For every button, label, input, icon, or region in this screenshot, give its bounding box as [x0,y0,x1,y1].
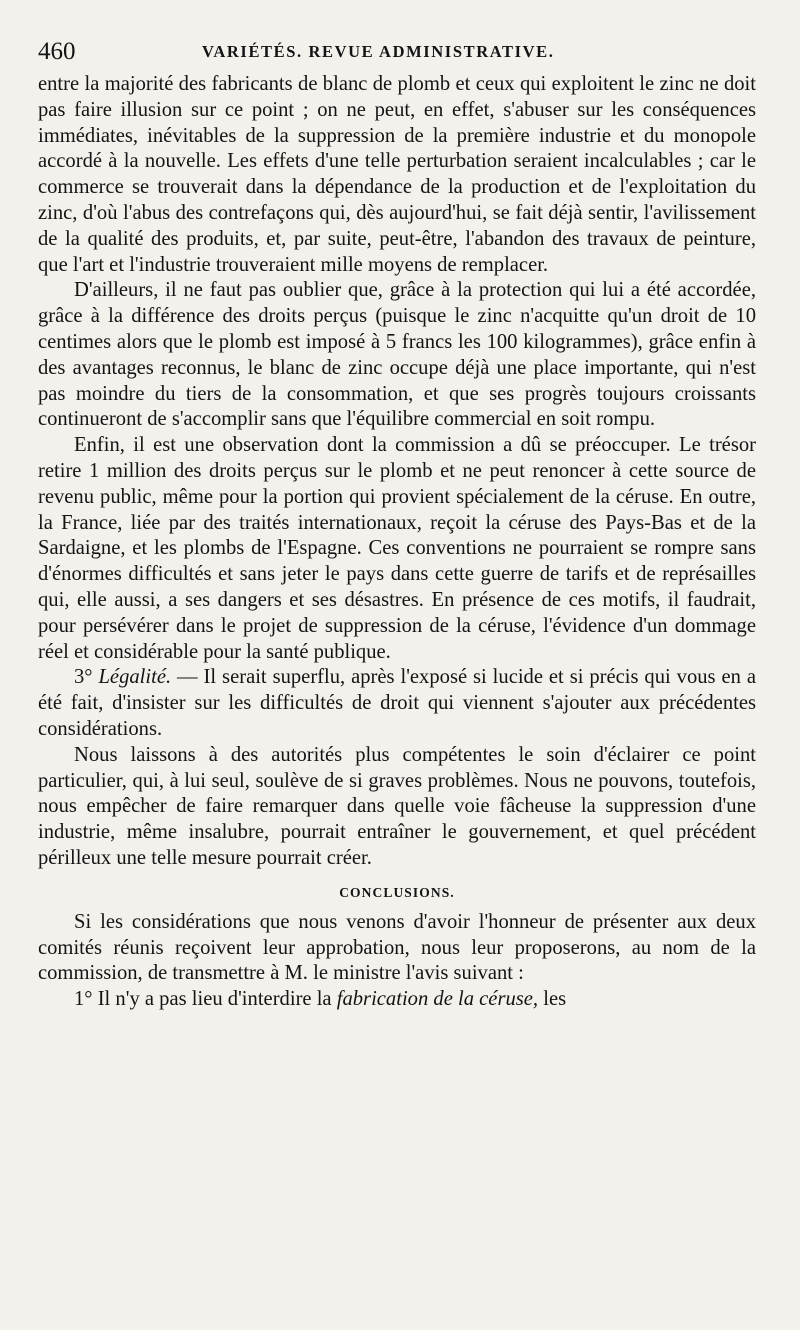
paragraph-protection: D'ailleurs, il ne faut pas oublier que, grâce à la protection qui lui a été accordée, grâce à la différence des droits perçus (puisque le zinc n'acquitte qu'un droit de 10 centimes alors que le plomb est imposé à 5 francs les 100 kilogrammes), grâce enfin à des avantages reconnus, le blanc de zinc occupe déjà une place importante, qui n'est pas moindre du tiers de la consommation, et que ses progrès toujours croissants continueront de s'accomplir sans que l'équilibre commercial en soit rompu. [38,279,756,431]
item-1-tail: les [543,988,567,1011]
body-text [38,72,756,1013]
paragraph-conclusion-item-1 [38,987,756,1013]
legality-lead: Légalité. [98,666,172,689]
paragraph-authorities: Nous laissons à des autorités plus compétentes le soin d'éclairer ce point particulier, qui, à lui seul, soulève de si graves problèmes. Nous ne pouvons, toutefois, nous empêcher de faire remarquer dans quelle voie fâcheuse la suppression d'une industrie, même insalubre, pourrait entraîner le gouvernement, et quel précédent périlleux une telle mesure pourrait créer. [38,743,756,869]
paragraph-legality [38,665,756,742]
item-1-number: 1° [74,988,93,1011]
item-1-emphasis: fabrication de la céruse, [336,988,539,1011]
paragraph-conclusions-intro: Si les considérations que nous venons d'avoir l'honneur de présenter aux deux comités réunis reçoivent leur approbation, nous leur proposerons, au nom de la commission, de transmettre à M. le ministre l'avis suivant : [38,910,756,985]
running-header [38,28,756,72]
conclusions-heading: CONCLUSIONS. [339,884,455,900]
legality-text: — Il serait superflu, après l'exposé si lucide et si précis qui vous en a été fait, d'insister sur les difficultés de droit qui viennent s'ajouter aux précédentes considérations. [38,666,756,740]
running-title: VARIÉTÉS. REVUE ADMINISTRATIVE. [202,42,555,61]
page-number: 460 [38,38,76,65]
legality-number: 3° [74,666,93,689]
item-1-text: Il n'y a pas lieu d'interdire la [97,988,332,1011]
paragraph-treasury: Enfin, il est une observation dont la commission a dû se préoccuper. Le trésor retire 1 million des droits perçus sur le plomb et ne peut renoncer à cette source de revenu public, même pour la portion qui provient spécialement de la céruse. En outre, la France, liée par des traités internationaux, reçoit la céruse des Pays-Bas et de la Sardaigne, et les plombs de l'Espagne. Ces conventions ne pourraient se rompre sans d'énormes difficultés et sans jeter le pays dans cette guerre de tarifs et de représailles qui, elle aussi, a ses dangers et ses désastres. En présence de ces motifs, il faudrait, pour persévérer dans le projet de suppression de la céruse, l'évidence d'un dommage réel et considérable pour la santé publique. [38,434,756,663]
paragraph-zinc-monopoly: entre la majorité des fabricants de blanc de plomb et ceux qui exploitent le zinc ne doit pas faire illusion sur ce point ; on ne peut, en effet, s'abuser sur les conséquences immédiates, inévitables de la suppression de la première industrie et du monopole accordé à la nouvelle. Les effets d'une telle perturbation seraient incalculables ; car le commerce se trouverait dans la dépendance de la production et de l'exploitation du zinc, d'où l'abus des contrefaçons qui, dès aujourd'hui, se fait déjà sentir, l'avilissement de la qualité des produits, et, par suite, peut-être, l'abandon des travaux de peinture, que l'art et l'industrie trouveraient mille moyens de remplacer. [38,73,756,276]
